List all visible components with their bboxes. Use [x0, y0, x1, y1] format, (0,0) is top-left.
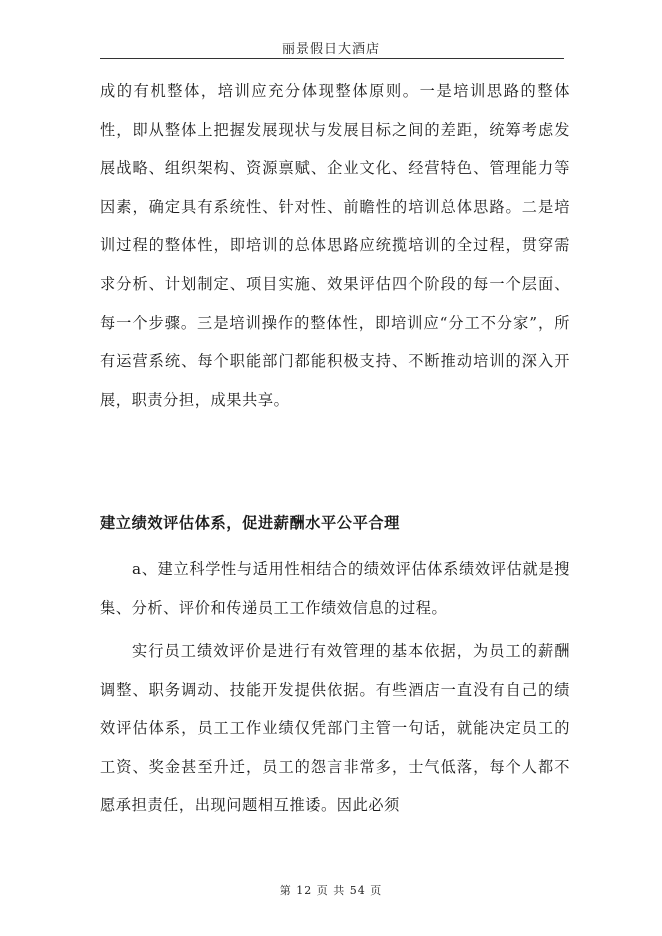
section-heading: 建立绩效评估体系，促进薪酬水平公平合理 [100, 514, 400, 532]
body-paragraph-1: 成的有机整体，培训应充分体现整体原则。一是培训思路的整体性，即从整体上把握发展现状与发展目标之间的差距，统筹考虑发展战略、组织架构、资源禀赋、企业文化、经营特色、管理能力等因素，确定具有系统性、针对性、前瞻性的培训总体思路。二是培训过程的整体性，即培训的总体思路应统揽培训的全过程，贯穿需求分析、计划制定、项目实施、效果评估四个阶段的每一个层面、每一个步骤。三是培训操作的整体性，即培训应“分工不分家”，所有运营系统、每个职能部门都能积极支持、不断推动培训的深入开展，职责分担，成果共享。 [100, 82, 570, 409]
header-divider [100, 58, 564, 59]
page-header-title: 丽景假日大酒店 [281, 42, 380, 57]
page-number-footer: 第 12 页 共 54 页 [279, 884, 383, 897]
body-paragraph-2: a、建立科学性与适用性相结合的绩效评估体系绩效评估就是搜集、分析、评价和传递员工工作绩效信息的过程。 [100, 560, 570, 617]
body-paragraph-3: 实行员工绩效评价是进行有效管理的基本依据，为员工的薪酬调整、职务调动、技能开发提供依据。有些酒店一直没有自己的绩效评估体系，员工工作业绩仅凭部门主管一句话，就能决定员工的工资、奖金甚至升迁，员工的怨言非常多，士气低落，每个人都不愿承担责任，出现问题相互推诿。因此必须 [100, 642, 570, 815]
